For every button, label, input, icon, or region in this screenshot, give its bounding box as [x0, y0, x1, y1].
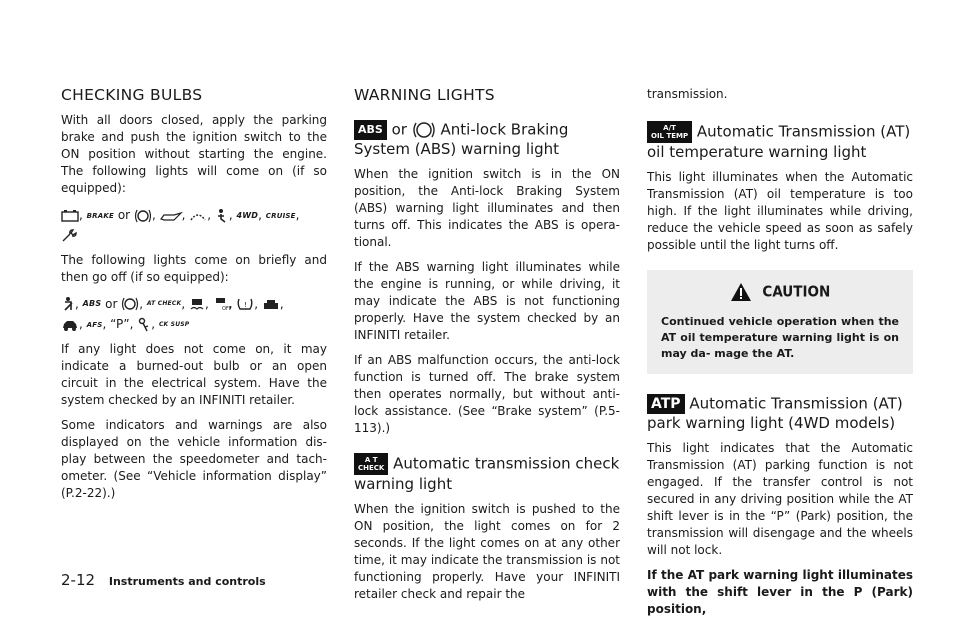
continued-text: transmission. — [647, 87, 728, 101]
p-quote: “P” — [110, 317, 130, 331]
cruise-label: CRUISE — [265, 211, 296, 220]
warning-triangle-icon — [730, 282, 752, 302]
airbag-person-icon — [215, 208, 229, 224]
oil-temp-title — [647, 121, 913, 162]
steering-icon — [189, 210, 207, 222]
atp-paragraph-1: This light indicates that the Automatic Transmission (AT) parking function is not engaged. If the transfer control is not secured in any driving position while the AT shift lever is in the “P” (Park) position, the transmission will disengage and the wheels will not lock. — [647, 441, 913, 557]
column-2 — [354, 86, 620, 611]
oil-temp-icon — [647, 121, 692, 143]
or-text-3: or — [391, 120, 407, 139]
checking-bulbs-paragraph-4: Some indicators and warnings are also displayed on the vehicle information dis- play between the speedometer and tach- ometer. (See “Vehicle information display” (P.2-22).) — [61, 417, 327, 500]
at-check-paragraph: When the ignition switch is pushed to the ON position, the light comes on for 2 seconds. If the light comes on at any other time, it may indicate the transmission is not functioning properly. Have your INFINITI retailer check and repair the — [354, 502, 620, 601]
page-footer — [61, 571, 266, 589]
abs-title-line-1: Anti-lock Braking — [440, 120, 569, 139]
caution-header — [661, 282, 899, 302]
key-icon — [137, 317, 151, 333]
brake-circle-icon — [134, 208, 152, 224]
oil-temp-paragraph: This light illuminates when the Automatic Transmission (AT) oil temperature is too high. If the light illuminates while driving, reduce the vehicle speed as soon as safely possible until the light turns off. — [647, 170, 913, 252]
abs-title-line-2: System (ABS) warning light — [354, 140, 560, 158]
car-icon — [61, 318, 79, 332]
tpms-icon — [236, 296, 254, 312]
at-check-icon-line-2: CHECK — [358, 464, 385, 472]
abs-paragraph-2: If the ABS warning light illuminates while the engine is running, or while driving, it may indicate the ABS is not functioning properly. Have the system checked by an INFINITI retailer. — [354, 260, 620, 342]
checking-bulbs-paragraph-1: With all doors closed, apply the parking brake and push the ignition switch to the ON position without starting the engine. The following lights will come on (if so equipped): — [61, 113, 327, 195]
afs-label: AFS — [86, 320, 103, 329]
wrench-icon — [61, 229, 77, 243]
at-check-icon-line-1: A T — [364, 456, 378, 464]
abs-circle-icon — [121, 296, 139, 312]
warning-lights-heading: WARNING LIGHTS — [354, 86, 495, 104]
abs-label: ABS — [82, 299, 102, 308]
at-check-label: AT CHECK — [146, 300, 182, 307]
engine-icon — [262, 297, 280, 311]
checking-bulbs-paragraph-3: If any light does not come on, it may indicate a burned-out bulb or an open circuit in the electrical system. Have the system checked by an INFINITI retailer. — [61, 341, 327, 407]
oil-temp-title-line-1: Automatic Transmission (AT) — [696, 122, 911, 141]
at-check-icon — [354, 453, 388, 475]
slip-icon — [189, 297, 205, 311]
atp-title-line-2: park warning light (4WD models) — [647, 414, 896, 432]
or-text-2: or — [105, 296, 118, 311]
checking-bulbs-heading: CHECKING BULBS — [61, 86, 203, 104]
icon-list-1: , BRAKE or , , , , 4WD, CRUISE, — [61, 205, 327, 246]
column-1 — [61, 86, 327, 510]
abs-circle-icon-2 — [412, 120, 436, 140]
icon-list-2: , ABS or , AT CHECK, , OFF , ! , , , AFS, “P”, , CK SUSP — [61, 294, 327, 335]
abs-paragraph-1: When the ignition switch is in the ON position, the Anti-lock Braking System (ABS) warning light illuminates and then turns off. This indicates the ABS is opera- tional. — [354, 167, 620, 249]
brake-label-icon: BRAKE — [86, 211, 114, 220]
oil-pressure-icon — [160, 210, 182, 222]
caution-text: Continued vehicle operation when the AT oil temperature warning light is on may da- mage the AT. — [661, 315, 899, 360]
svg-text:OFF: OFF — [221, 306, 232, 312]
svg-text:!: ! — [244, 301, 248, 309]
oil-temp-icon-line-1: A/T — [663, 124, 676, 132]
abs-paragraph-3: If an ABS malfunction occurs, the anti-lock function is turned off. The brake system then operates normally, but without anti- lock assistance. (See “Brake system” (P.5- 113).) — [354, 353, 620, 435]
caution-title: CAUTION — [762, 282, 831, 301]
or-text: or — [117, 208, 131, 222]
oil-temp-title-line-2: oil temperature warning light — [647, 143, 867, 161]
seatbelt-icon — [61, 296, 75, 312]
at-check-title-line-1: Automatic transmission check — [393, 454, 620, 473]
battery-icon — [61, 209, 79, 222]
atp-title-line-1: Automatic Transmission (AT) — [689, 394, 903, 413]
footer-title: Instruments and controls — [108, 575, 266, 588]
column-3 — [647, 86, 913, 626]
slip-off-icon — [213, 297, 232, 312]
at-check-title-line-2: warning light — [354, 475, 453, 493]
ck-susp-label: CK SUSP — [158, 320, 190, 328]
caution-box — [647, 270, 913, 374]
page-number: 2-12 — [61, 571, 96, 589]
atp-badge: ATP — [647, 394, 685, 414]
abs-badge: ABS — [354, 120, 387, 140]
atp-paragraph-2: If the AT park warning light illuminates with the shift lever in the P (Park) position, — [647, 568, 913, 616]
4wd-label: 4WD — [236, 210, 259, 220]
abs-warning-title — [354, 120, 620, 159]
checking-bulbs-paragraph-2: The following lights come on briefly and then go off (if so equipped): — [61, 252, 327, 284]
at-check-title — [354, 453, 620, 494]
oil-temp-icon-line-2: OIL TEMP — [651, 132, 689, 140]
atp-title — [647, 394, 913, 433]
